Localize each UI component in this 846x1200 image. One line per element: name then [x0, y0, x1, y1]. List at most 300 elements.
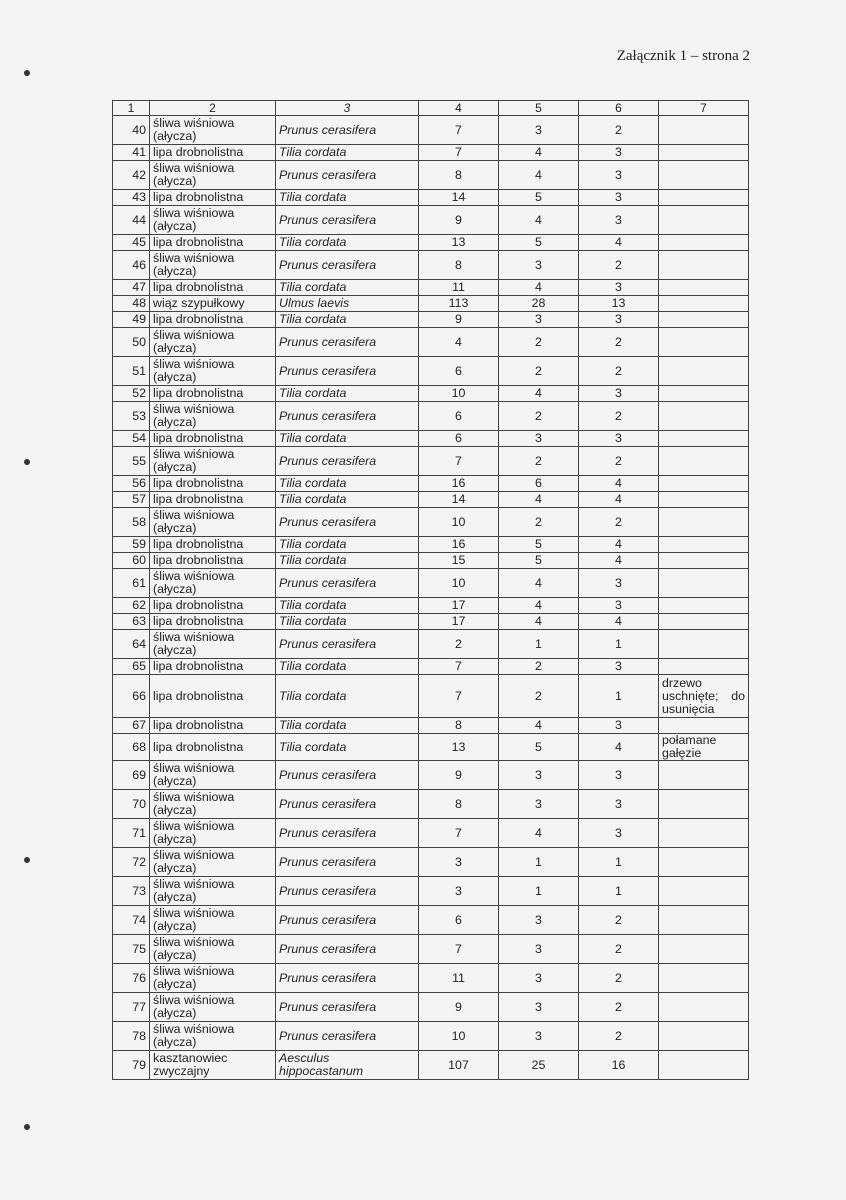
table-row [113, 906, 749, 935]
row-number-cell: 66 [113, 675, 150, 718]
height-cell: 3 [499, 790, 579, 819]
crown-width-cell: 3 [579, 161, 659, 190]
remarks-cell [659, 386, 749, 402]
species-name-pl-cell: lipa drobnolistna [150, 476, 276, 492]
height-cell: 4 [499, 161, 579, 190]
crown-width-cell: 2 [579, 357, 659, 386]
species-name-latin-cell: Prunus cerasifera [276, 761, 419, 790]
row-number-cell: 77 [113, 993, 150, 1022]
species-name-latin-cell: Prunus cerasifera [276, 161, 419, 190]
height-cell: 2 [499, 508, 579, 537]
height-cell: 4 [499, 492, 579, 508]
height-cell: 2 [499, 357, 579, 386]
table-row [113, 312, 749, 328]
remarks-cell [659, 161, 749, 190]
remarks-cell [659, 1051, 749, 1080]
species-name-pl-cell: śliwa wiśniowa (ałycza) [150, 790, 276, 819]
row-number-cell: 64 [113, 630, 150, 659]
height-cell: 4 [499, 614, 579, 630]
crown-width-cell: 3 [579, 659, 659, 675]
species-name-latin-cell: Tilia cordata [276, 492, 419, 508]
remarks-cell [659, 116, 749, 145]
species-name-pl-cell: śliwa wiśniowa (ałycza) [150, 819, 276, 848]
species-name-latin-cell: Tilia cordata [276, 537, 419, 553]
row-number-cell: 49 [113, 312, 150, 328]
species-name-pl-cell: śliwa wiśniowa (ałycza) [150, 116, 276, 145]
species-name-latin-cell: Tilia cordata [276, 386, 419, 402]
remarks-cell [659, 431, 749, 447]
trunk-circumference-cell: 13 [419, 734, 499, 761]
trunk-circumference-cell: 7 [419, 447, 499, 476]
remarks-cell [659, 906, 749, 935]
species-name-pl-cell: śliwa wiśniowa (ałycza) [150, 508, 276, 537]
species-name-latin-cell: Prunus cerasifera [276, 848, 419, 877]
height-cell: 28 [499, 296, 579, 312]
punch-hole-mark [24, 857, 30, 863]
height-cell: 2 [499, 447, 579, 476]
species-name-latin-cell: Prunus cerasifera [276, 447, 419, 476]
species-name-pl-cell: śliwa wiśniowa (ałycza) [150, 993, 276, 1022]
crown-width-cell: 2 [579, 402, 659, 431]
crown-width-cell: 2 [579, 328, 659, 357]
trunk-circumference-cell: 8 [419, 790, 499, 819]
species-name-latin-cell: Prunus cerasifera [276, 819, 419, 848]
table-row [113, 877, 749, 906]
table-row [113, 280, 749, 296]
row-number-cell: 56 [113, 476, 150, 492]
species-name-latin-cell: Prunus cerasifera [276, 508, 419, 537]
remarks-cell [659, 206, 749, 235]
height-cell: 3 [499, 251, 579, 280]
species-name-latin-cell: Tilia cordata [276, 280, 419, 296]
table-row [113, 675, 749, 718]
crown-width-cell: 2 [579, 447, 659, 476]
trunk-circumference-cell: 17 [419, 598, 499, 614]
row-number-cell: 54 [113, 431, 150, 447]
crown-width-cell: 2 [579, 508, 659, 537]
remarks-cell [659, 476, 749, 492]
species-name-pl-cell: śliwa wiśniowa (ałycza) [150, 328, 276, 357]
page-header: Załącznik 1 – strona 2 [616, 48, 750, 64]
remarks-cell [659, 312, 749, 328]
row-number-cell: 73 [113, 877, 150, 906]
height-cell: 3 [499, 964, 579, 993]
tree-inventory-table [112, 100, 749, 1080]
column-header: 2 [150, 101, 276, 116]
species-name-pl-cell: śliwa wiśniowa (ałycza) [150, 569, 276, 598]
trunk-circumference-cell: 2 [419, 630, 499, 659]
punch-hole-mark [24, 1124, 30, 1130]
trunk-circumference-cell: 9 [419, 761, 499, 790]
table-row [113, 935, 749, 964]
trunk-circumference-cell: 10 [419, 386, 499, 402]
species-name-latin-cell: Ulmus laevis [276, 296, 419, 312]
table-row [113, 447, 749, 476]
table-row [113, 537, 749, 553]
punch-hole-mark [24, 459, 30, 465]
table-row [113, 476, 749, 492]
crown-width-cell: 2 [579, 1022, 659, 1051]
species-name-latin-cell: Tilia cordata [276, 476, 419, 492]
crown-width-cell: 3 [579, 386, 659, 402]
row-number-cell: 45 [113, 235, 150, 251]
crown-width-cell: 3 [579, 145, 659, 161]
column-header: 7 [659, 101, 749, 116]
punch-hole-mark [24, 70, 30, 76]
remarks-cell [659, 357, 749, 386]
trunk-circumference-cell: 13 [419, 235, 499, 251]
height-cell: 5 [499, 235, 579, 251]
trunk-circumference-cell: 6 [419, 402, 499, 431]
species-name-pl-cell: lipa drobnolistna [150, 280, 276, 296]
table-body [113, 116, 749, 1080]
trunk-circumference-cell: 9 [419, 993, 499, 1022]
height-cell: 4 [499, 819, 579, 848]
species-name-pl-cell: lipa drobnolistna [150, 190, 276, 206]
species-name-pl-cell: śliwa wiśniowa (ałycza) [150, 251, 276, 280]
crown-width-cell: 4 [579, 537, 659, 553]
height-cell: 2 [499, 402, 579, 431]
row-number-cell: 71 [113, 819, 150, 848]
table-row [113, 848, 749, 877]
crown-width-cell: 3 [579, 718, 659, 734]
species-name-latin-cell: Prunus cerasifera [276, 790, 419, 819]
table-row [113, 1051, 749, 1080]
crown-width-cell: 2 [579, 251, 659, 280]
table-row [113, 161, 749, 190]
species-name-pl-cell: śliwa wiśniowa (ałycza) [150, 848, 276, 877]
remarks-cell [659, 819, 749, 848]
height-cell: 3 [499, 116, 579, 145]
remarks-cell [659, 761, 749, 790]
species-name-latin-cell: Prunus cerasifera [276, 569, 419, 598]
row-number-cell: 52 [113, 386, 150, 402]
species-name-pl-cell: śliwa wiśniowa (ałycza) [150, 906, 276, 935]
trunk-circumference-cell: 8 [419, 718, 499, 734]
species-name-latin-cell: Prunus cerasifera [276, 630, 419, 659]
crown-width-cell: 3 [579, 819, 659, 848]
species-name-latin-cell: Prunus cerasifera [276, 877, 419, 906]
table-row [113, 431, 749, 447]
row-number-cell: 74 [113, 906, 150, 935]
height-cell: 4 [499, 718, 579, 734]
table-row [113, 790, 749, 819]
trunk-circumference-cell: 9 [419, 312, 499, 328]
species-name-latin-cell: Tilia cordata [276, 734, 419, 761]
table-row [113, 993, 749, 1022]
height-cell: 3 [499, 906, 579, 935]
height-cell: 1 [499, 848, 579, 877]
row-number-cell: 40 [113, 116, 150, 145]
trunk-circumference-cell: 6 [419, 906, 499, 935]
trunk-circumference-cell: 107 [419, 1051, 499, 1080]
species-name-pl-cell: śliwa wiśniowa (ałycza) [150, 1022, 276, 1051]
column-header: 5 [499, 101, 579, 116]
height-cell: 4 [499, 386, 579, 402]
height-cell: 1 [499, 877, 579, 906]
crown-width-cell: 3 [579, 790, 659, 819]
trunk-circumference-cell: 8 [419, 161, 499, 190]
trunk-circumference-cell: 15 [419, 553, 499, 569]
height-cell: 1 [499, 630, 579, 659]
species-name-latin-cell: Tilia cordata [276, 614, 419, 630]
species-name-pl-cell: lipa drobnolistna [150, 492, 276, 508]
trunk-circumference-cell: 3 [419, 877, 499, 906]
trunk-circumference-cell: 3 [419, 848, 499, 877]
table-row [113, 116, 749, 145]
remarks-cell [659, 964, 749, 993]
row-number-cell: 69 [113, 761, 150, 790]
table-row [113, 328, 749, 357]
crown-width-cell: 2 [579, 906, 659, 935]
species-name-pl-cell: lipa drobnolistna [150, 235, 276, 251]
height-cell: 3 [499, 431, 579, 447]
table-row [113, 964, 749, 993]
species-name-pl-cell: wiąz szypułkowy [150, 296, 276, 312]
species-name-pl-cell: lipa drobnolistna [150, 145, 276, 161]
species-name-latin-cell: Prunus cerasifera [276, 357, 419, 386]
height-cell: 2 [499, 328, 579, 357]
row-number-cell: 57 [113, 492, 150, 508]
trunk-circumference-cell: 7 [419, 675, 499, 718]
species-name-pl-cell: śliwa wiśniowa (ałycza) [150, 630, 276, 659]
table-row [113, 206, 749, 235]
height-cell: 3 [499, 993, 579, 1022]
row-number-cell: 42 [113, 161, 150, 190]
remarks-cell [659, 718, 749, 734]
table-row [113, 761, 749, 790]
row-number-cell: 50 [113, 328, 150, 357]
species-name-latin-cell: Tilia cordata [276, 659, 419, 675]
height-cell: 4 [499, 569, 579, 598]
remarks-cell [659, 848, 749, 877]
row-number-cell: 48 [113, 296, 150, 312]
trunk-circumference-cell: 6 [419, 431, 499, 447]
crown-width-cell: 4 [579, 614, 659, 630]
table-row [113, 235, 749, 251]
table-row [113, 357, 749, 386]
trunk-circumference-cell: 11 [419, 280, 499, 296]
crown-width-cell: 3 [579, 431, 659, 447]
table-row [113, 659, 749, 675]
row-number-cell: 58 [113, 508, 150, 537]
trunk-circumference-cell: 4 [419, 328, 499, 357]
row-number-cell: 68 [113, 734, 150, 761]
remarks-cell [659, 145, 749, 161]
row-number-cell: 59 [113, 537, 150, 553]
remarks-cell [659, 1022, 749, 1051]
height-cell: 2 [499, 675, 579, 718]
remarks-cell [659, 280, 749, 296]
crown-width-cell: 16 [579, 1051, 659, 1080]
remarks-cell [659, 328, 749, 357]
remarks-cell [659, 659, 749, 675]
trunk-circumference-cell: 10 [419, 1022, 499, 1051]
height-cell: 3 [499, 1022, 579, 1051]
row-number-cell: 65 [113, 659, 150, 675]
row-number-cell: 75 [113, 935, 150, 964]
remarks-cell: połamane gałęzie [659, 734, 749, 761]
height-cell: 6 [499, 476, 579, 492]
row-number-cell: 67 [113, 718, 150, 734]
crown-width-cell: 1 [579, 848, 659, 877]
row-number-cell: 41 [113, 145, 150, 161]
species-name-latin-cell: Tilia cordata [276, 190, 419, 206]
row-number-cell: 51 [113, 357, 150, 386]
height-cell: 4 [499, 206, 579, 235]
crown-width-cell: 4 [579, 734, 659, 761]
trunk-circumference-cell: 10 [419, 508, 499, 537]
remarks-cell [659, 877, 749, 906]
crown-width-cell: 3 [579, 761, 659, 790]
species-name-latin-cell: Prunus cerasifera [276, 402, 419, 431]
remarks-cell [659, 935, 749, 964]
row-number-cell: 60 [113, 553, 150, 569]
species-name-pl-cell: lipa drobnolistna [150, 598, 276, 614]
species-name-pl-cell: śliwa wiśniowa (ałycza) [150, 402, 276, 431]
table-row [113, 718, 749, 734]
remarks-cell [659, 508, 749, 537]
crown-width-cell: 13 [579, 296, 659, 312]
species-name-pl-cell: śliwa wiśniowa (ałycza) [150, 447, 276, 476]
remarks-cell [659, 190, 749, 206]
table-row [113, 145, 749, 161]
table-row [113, 598, 749, 614]
species-name-pl-cell: kasztanowiec zwyczajny [150, 1051, 276, 1080]
remarks-cell [659, 447, 749, 476]
table-row [113, 630, 749, 659]
row-number-cell: 76 [113, 964, 150, 993]
table-row [113, 819, 749, 848]
remarks-cell [659, 630, 749, 659]
trunk-circumference-cell: 9 [419, 206, 499, 235]
height-cell: 4 [499, 280, 579, 296]
species-name-pl-cell: lipa drobnolistna [150, 734, 276, 761]
crown-width-cell: 4 [579, 553, 659, 569]
trunk-circumference-cell: 7 [419, 659, 499, 675]
height-cell: 25 [499, 1051, 579, 1080]
crown-width-cell: 3 [579, 206, 659, 235]
crown-width-cell: 1 [579, 630, 659, 659]
trunk-circumference-cell: 14 [419, 190, 499, 206]
crown-width-cell: 1 [579, 675, 659, 718]
height-cell: 4 [499, 598, 579, 614]
species-name-pl-cell: śliwa wiśniowa (ałycza) [150, 964, 276, 993]
height-cell: 2 [499, 659, 579, 675]
trunk-circumference-cell: 7 [419, 819, 499, 848]
trunk-circumference-cell: 7 [419, 145, 499, 161]
table-row [113, 251, 749, 280]
height-cell: 4 [499, 145, 579, 161]
remarks-cell [659, 402, 749, 431]
species-name-pl-cell: śliwa wiśniowa (ałycza) [150, 161, 276, 190]
species-name-latin-cell: Tilia cordata [276, 675, 419, 718]
species-name-latin-cell: Prunus cerasifera [276, 964, 419, 993]
species-name-latin-cell: Prunus cerasifera [276, 206, 419, 235]
species-name-pl-cell: lipa drobnolistna [150, 386, 276, 402]
table-row [113, 402, 749, 431]
column-header: 6 [579, 101, 659, 116]
row-number-cell: 70 [113, 790, 150, 819]
row-number-cell: 47 [113, 280, 150, 296]
crown-width-cell: 3 [579, 190, 659, 206]
column-header: 3 [276, 101, 419, 116]
species-name-pl-cell: śliwa wiśniowa (ałycza) [150, 877, 276, 906]
row-number-cell: 55 [113, 447, 150, 476]
row-number-cell: 53 [113, 402, 150, 431]
trunk-circumference-cell: 17 [419, 614, 499, 630]
species-name-pl-cell: lipa drobnolistna [150, 659, 276, 675]
trunk-circumference-cell: 14 [419, 492, 499, 508]
height-cell: 3 [499, 761, 579, 790]
trunk-circumference-cell: 6 [419, 357, 499, 386]
trunk-circumference-cell: 16 [419, 537, 499, 553]
remarks-cell [659, 614, 749, 630]
table-row [113, 296, 749, 312]
species-name-latin-cell: Aesculus hippocastanum [276, 1051, 419, 1080]
remarks-cell [659, 553, 749, 569]
species-name-latin-cell: Prunus cerasifera [276, 993, 419, 1022]
species-name-pl-cell: lipa drobnolistna [150, 553, 276, 569]
column-header: 1 [113, 101, 150, 116]
row-number-cell: 43 [113, 190, 150, 206]
species-name-latin-cell: Prunus cerasifera [276, 906, 419, 935]
table-row [113, 614, 749, 630]
remarks-cell [659, 537, 749, 553]
species-name-latin-cell: Tilia cordata [276, 431, 419, 447]
species-name-pl-cell: śliwa wiśniowa (ałycza) [150, 357, 276, 386]
column-header: 4 [419, 101, 499, 116]
trunk-circumference-cell: 113 [419, 296, 499, 312]
species-name-latin-cell: Prunus cerasifera [276, 935, 419, 964]
table-row [113, 508, 749, 537]
remarks-cell [659, 790, 749, 819]
crown-width-cell: 1 [579, 877, 659, 906]
remarks-cell [659, 492, 749, 508]
species-name-pl-cell: lipa drobnolistna [150, 718, 276, 734]
table-row [113, 1022, 749, 1051]
row-number-cell: 46 [113, 251, 150, 280]
table-row [113, 386, 749, 402]
crown-width-cell: 2 [579, 116, 659, 145]
crown-width-cell: 2 [579, 993, 659, 1022]
table-row [113, 569, 749, 598]
species-name-pl-cell: śliwa wiśniowa (ałycza) [150, 935, 276, 964]
row-number-cell: 61 [113, 569, 150, 598]
trunk-circumference-cell: 8 [419, 251, 499, 280]
crown-width-cell: 4 [579, 476, 659, 492]
row-number-cell: 78 [113, 1022, 150, 1051]
species-name-latin-cell: Tilia cordata [276, 235, 419, 251]
row-number-cell: 63 [113, 614, 150, 630]
species-name-latin-cell: Prunus cerasifera [276, 328, 419, 357]
remarks-cell [659, 235, 749, 251]
trunk-circumference-cell: 7 [419, 116, 499, 145]
remarks-cell [659, 598, 749, 614]
row-number-cell: 44 [113, 206, 150, 235]
species-name-pl-cell: lipa drobnolistna [150, 312, 276, 328]
species-name-latin-cell: Tilia cordata [276, 718, 419, 734]
species-name-latin-cell: Tilia cordata [276, 553, 419, 569]
species-name-latin-cell: Tilia cordata [276, 598, 419, 614]
species-name-pl-cell: lipa drobnolistna [150, 431, 276, 447]
height-cell: 5 [499, 553, 579, 569]
species-name-pl-cell: śliwa wiśniowa (ałycza) [150, 206, 276, 235]
species-name-pl-cell: lipa drobnolistna [150, 675, 276, 718]
species-name-pl-cell: śliwa wiśniowa (ałycza) [150, 761, 276, 790]
species-name-pl-cell: lipa drobnolistna [150, 537, 276, 553]
species-name-latin-cell: Tilia cordata [276, 145, 419, 161]
